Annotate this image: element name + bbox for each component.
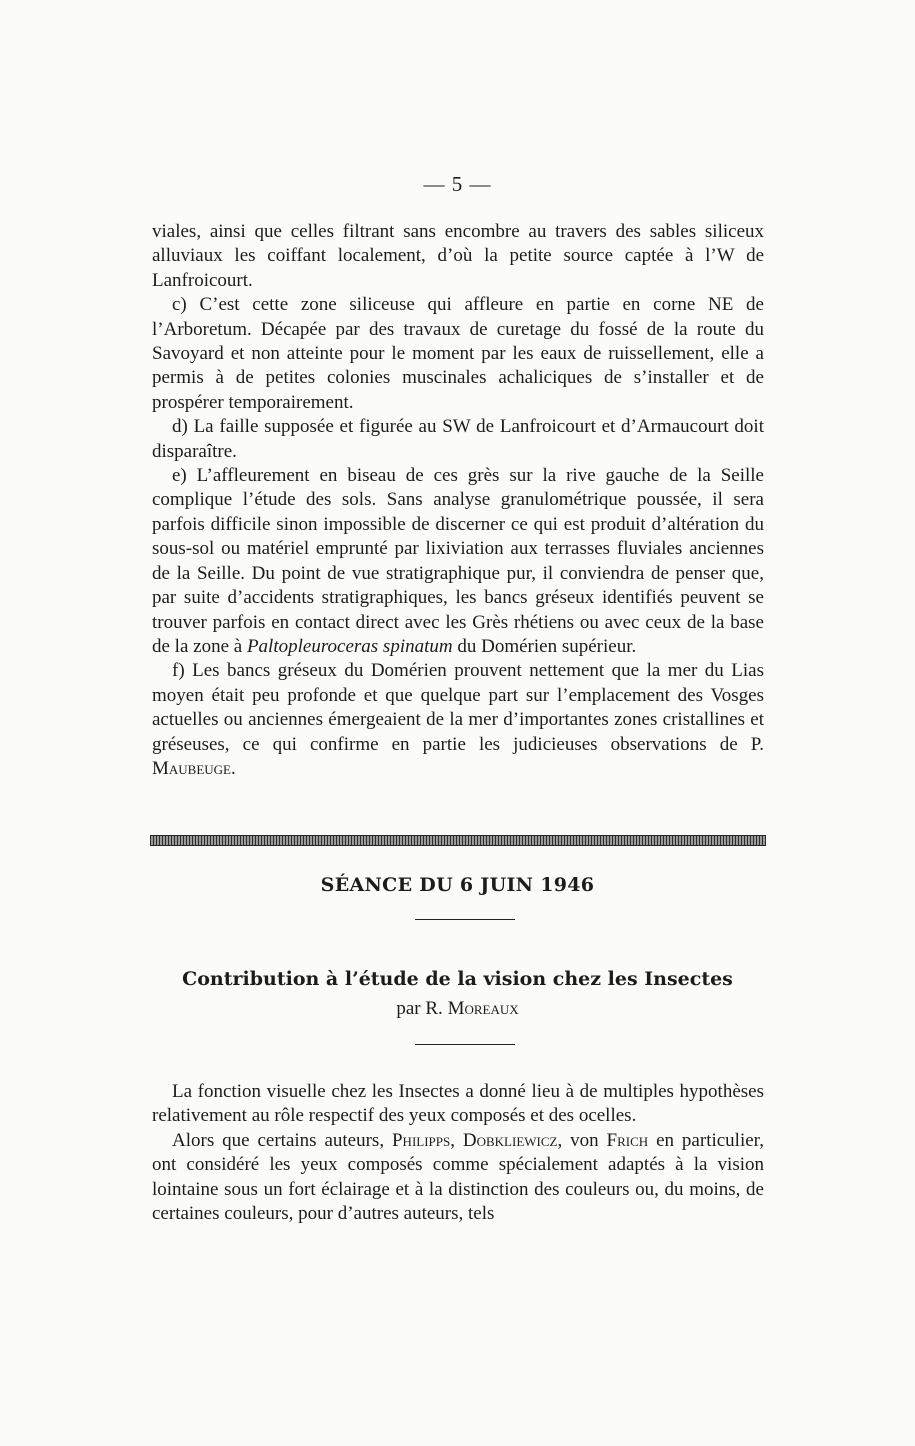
byline-prefix: par R. [396,998,448,1019]
previous-article-continuation [152,220,764,781]
byline-rule [415,1044,515,1045]
paragraph-f [152,659,764,781]
title-rule [415,919,515,920]
species-name: Paltopleuroceras spinatum [246,635,453,657]
cited-author-frich: Frich [606,1129,649,1151]
section-divider [150,835,766,846]
article-byline [0,998,915,1020]
separator: , [450,1129,463,1151]
article-paragraph-1: La fonction visuelle chez les Insectes a donné lieu à de multiples hypothèses relativement au rôle respectif des yeux composés et des ocelles. [152,1081,764,1127]
article-paragraph-2 [152,1129,764,1227]
session-title: SÉANCE DU 6 JUIN 1946 [320,874,595,896]
cited-author-philipps: Philipps [391,1129,451,1151]
paragraph-f-end: . [231,757,236,779]
separator: , von [557,1129,607,1151]
page-number: — 5 — [423,172,492,196]
paragraph-2-rest: en particulier, ont considéré les yeux composés comme spécialement adaptés à la vision lointaine sous un fort éclairage et à la distinction des couleurs ou, du moins, de certaines couleurs, pour d’autres auteurs, tels [152,1129,764,1225]
paragraph-f-text: f) Les bancs gréseux du Domérien prouvent nettement que la mer du Lias moyen était peu profonde et que quelque part sur l’emplacement des Vosges actuelles ou anciennes émergeaient de la mer d’importantes zones cristallines et gréseuses, ce qui confirme en partie les judicieuses observations de P. [152,660,764,755]
article-body [152,1080,764,1226]
paragraph-continuation: viales, ainsi que celles filtrant sans encombre au travers des sables siliceux alluviaux les coiffant localement, d’où la petite source captée à l’W de Lanfroicourt. [152,221,764,291]
byline-author: Moreaux [447,998,519,1019]
cited-author: Maubeuge [152,757,231,779]
cited-author-dobkliewicz: Dobkliewicz [462,1129,558,1151]
paragraph-d: d) La faille supposée et figurée au SW de Lanfroicourt et d’Armaucourt doit disparaître. [152,416,764,462]
paragraph-e-text-end: du Domérien supérieur. [452,635,637,657]
paragraph-e [152,464,764,659]
paragraph-c: c) C’est cette zone siliceuse qui affleure en partie en corne NE de l’Arboretum. Décapée par des travaux de curetage du fossé de la route du Savoyard et non atteinte pour le moment par les eaux de ruissellement, elle a permis à de petites colonies muscinales achaliciques de s’installer et de prospérer temporairement. [152,294,764,413]
paragraph-2-start: Alors que certains auteurs, [172,1129,392,1151]
article-title: Contribution à l’étude de la vision chez les Insectes [182,968,733,990]
paragraph-e-text: e) L’affleurement en biseau de ces grès sur la rive gauche de la Seille complique l’étude des sols. Sans analyse granulométrique poussée, il sera parfois difficile sinon impossible de discerner ce qui est produit d’altération du sous-sol ou matériel emprunté par lixiviation aux terrasses fluviales anciennes de la Seille. Du point de vue stratigraphique pur, il conviendra de penser que, par suite d’accidents stratigraphiques, les bancs gréseux identifiés peuvent se trouver parfois en contact direct avec les Grès rhétiens ou avec ceux de la base de la zone à [152,465,764,657]
